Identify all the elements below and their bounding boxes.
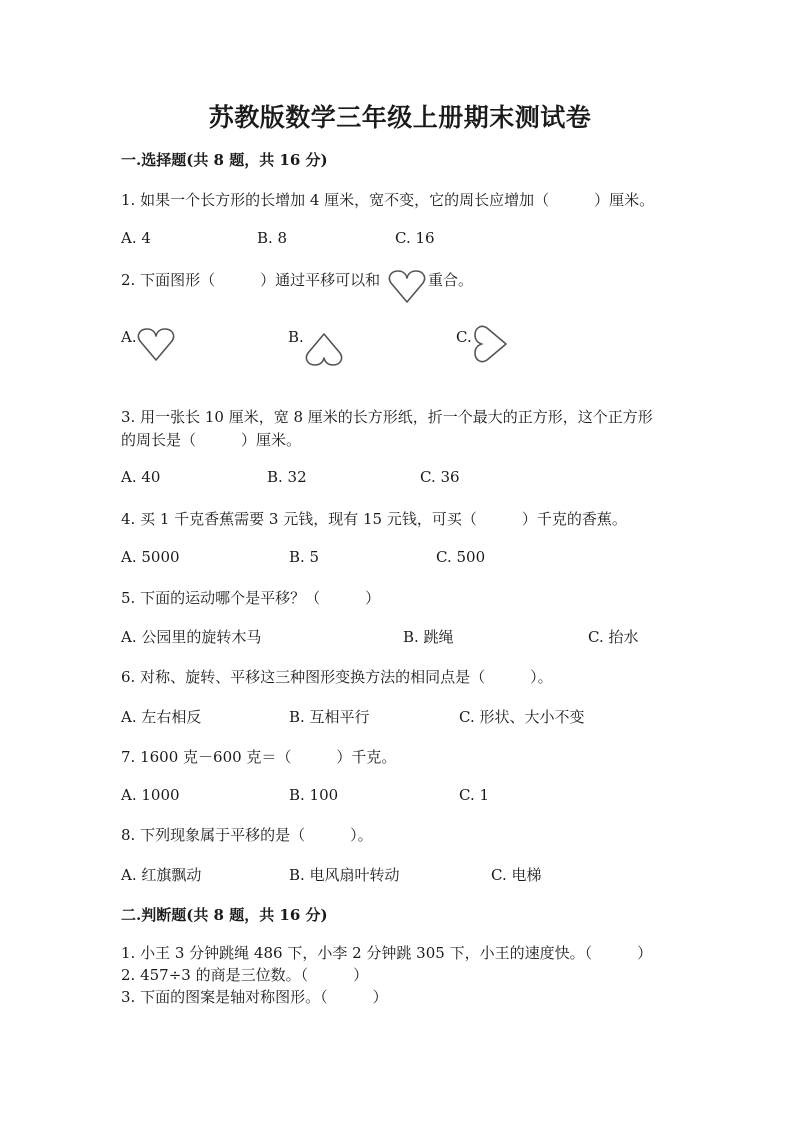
q7-option-a: A. 1000 xyxy=(121,786,180,804)
judgement-item-2: 2. 457÷3 的商是三位数。（ ） xyxy=(121,966,369,984)
q3-option-a: A. 40 xyxy=(121,468,161,486)
q8-option-b: B. 电风扇叶转动 xyxy=(289,866,400,884)
q4-option-b: B. 5 xyxy=(289,548,320,566)
judgement-item-3: 3. 下面的图案是轴对称图形。（ ） xyxy=(121,988,388,1006)
q7-option-c: C. 1 xyxy=(459,786,490,804)
question-2-text-end: 重合。 xyxy=(428,271,474,289)
q5-option-b: B. 跳绳 xyxy=(403,628,454,646)
q6-option-b: B. 互相平行 xyxy=(289,708,370,726)
q1-option-b: B. 8 xyxy=(257,229,288,247)
heart-rotated-icon xyxy=(472,324,510,364)
heart-rotated-icon xyxy=(304,332,344,366)
q5-option-a: A. 公园里的旋转木马 xyxy=(121,628,262,646)
q4-option-a: A. 5000 xyxy=(121,548,180,566)
section-heading-choice: 一.选择题(共 8 题，共 16 分) xyxy=(121,151,328,169)
question-8: 8. 下列现象属于平移的是（ ）。 xyxy=(121,826,373,844)
q3-option-b: B. 32 xyxy=(267,468,307,486)
question-7: 7. 1600 克－600 克＝（ ）千克。 xyxy=(121,748,397,766)
q8-option-c: C. 电梯 xyxy=(491,866,542,884)
question-3-line-1: 3. 用一张长 10 厘米，宽 8 厘米的长方形纸，折一个最大的正方形，这个正方形 xyxy=(121,408,653,426)
question-6: 6. 对称、旋转、平移这三种图形变换方法的相同点是（ ）。 xyxy=(121,668,553,686)
q1-option-c: C. 16 xyxy=(395,229,435,247)
question-2-text: 2. 下面图形（ ）通过平移可以和 xyxy=(121,271,381,289)
question-5: 5. 下面的运动哪个是平移？（ ） xyxy=(121,589,381,607)
q2-option-a: A. xyxy=(121,328,137,346)
q1-option-a: A. 4 xyxy=(121,229,151,247)
q2-option-c: C. xyxy=(456,328,472,346)
q7-option-b: B. 100 xyxy=(289,786,339,804)
page-title: 苏教版数学三年级上册期末测试卷 xyxy=(208,103,592,132)
q6-option-c: C. 形状、大小不变 xyxy=(459,708,585,726)
q2-option-b: B. xyxy=(288,328,304,346)
q5-option-c: C. 抬水 xyxy=(588,628,639,646)
section-heading-judgement: 二.判断题(共 8 题，共 16 分) xyxy=(121,906,328,924)
question-1: 1. 如果一个长方形的长增加 4 厘米，宽不变，它的周长应增加（ ）厘米。 xyxy=(121,191,655,209)
judgement-item-1: 1. 小王 3 分钟跳绳 486 下，小李 2 分钟跳 305 下，小王的速度快。（ ） xyxy=(121,944,653,962)
heart-icon xyxy=(388,270,426,304)
q6-option-a: A. 左右相反 xyxy=(121,708,202,726)
question-3-line-2: 的周长是（ ）厘米。 xyxy=(121,431,302,449)
question-4: 4. 买 1 千克香蕉需要 3 元钱，现有 15 元钱，可买（ ）千克的香蕉。 xyxy=(121,510,627,528)
q8-option-a: A. 红旗飘动 xyxy=(121,866,202,884)
q3-option-c: C. 36 xyxy=(420,468,460,486)
q4-option-c: C. 500 xyxy=(436,548,486,566)
heart-icon xyxy=(137,328,175,362)
